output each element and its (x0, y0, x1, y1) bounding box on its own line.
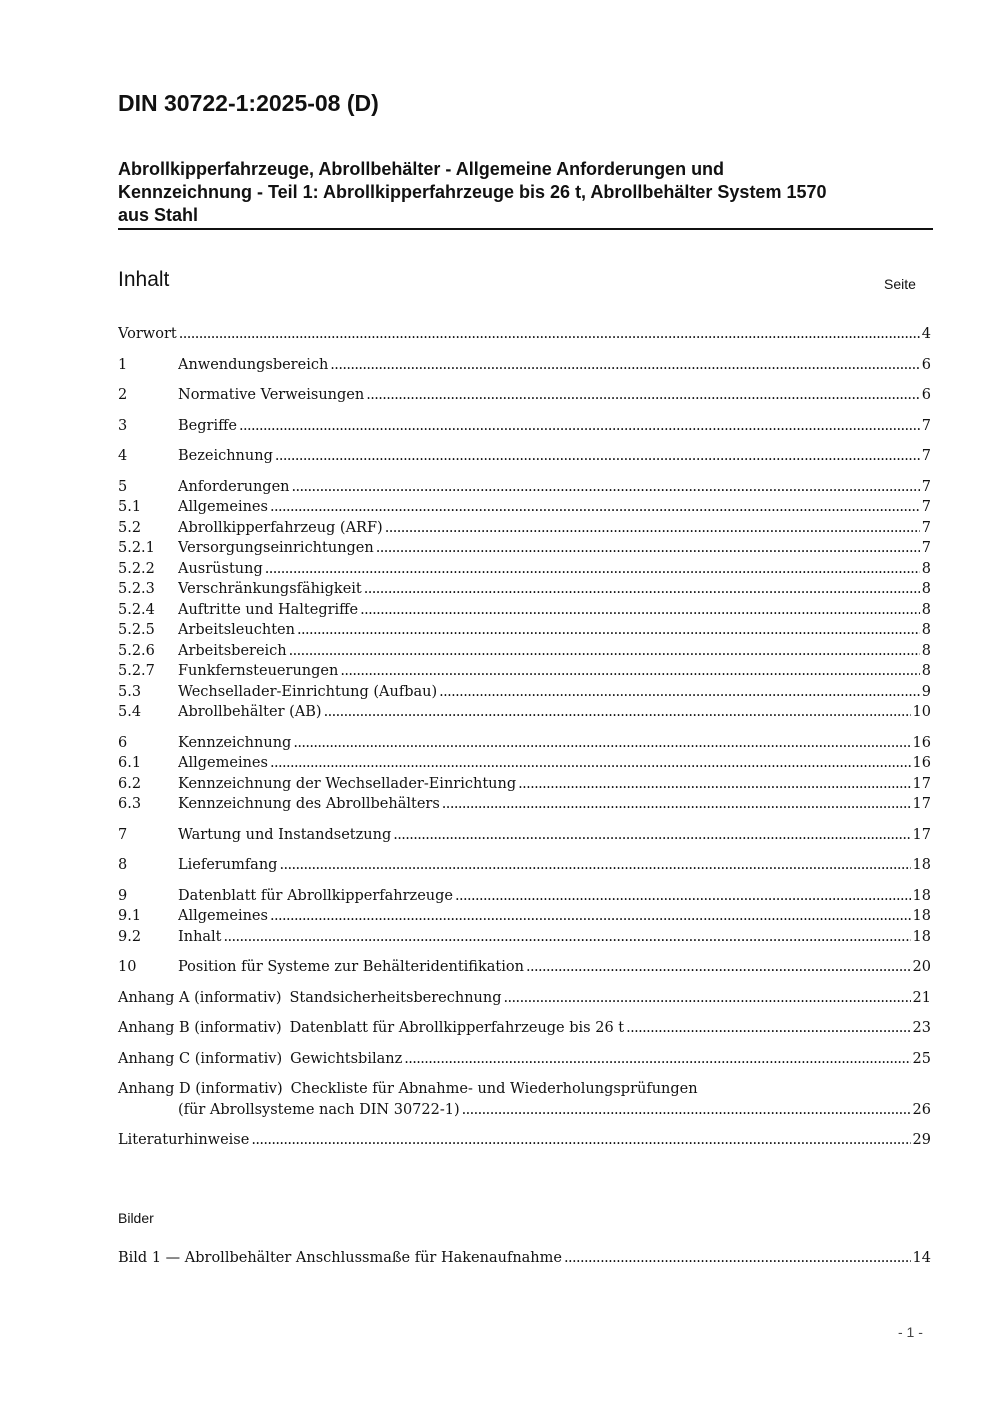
toc-group (118, 355, 931, 376)
toc-entry-number: 5.2.7 (118, 663, 155, 679)
toc-entry-page: 8 (921, 663, 931, 679)
toc-entry[interactable] (118, 794, 931, 815)
toc-entry-number: 5.2.2 (118, 560, 155, 577)
toc-entry-number: 5.2 (118, 519, 142, 536)
toc-entry-leader (178, 355, 920, 376)
toc-entry-number: 5.4 (118, 704, 142, 720)
dot-leader (376, 538, 920, 559)
toc-entry-title: Allgemeines (178, 908, 268, 924)
toc-entry-page: 9 (921, 683, 931, 700)
dot-leader (462, 1100, 911, 1121)
toc-entry-number: 1 (118, 356, 128, 373)
dot-leader (324, 702, 911, 723)
toc-entry-page: 17 (912, 775, 931, 792)
toc-entry-page: 18 (912, 887, 931, 904)
toc-entry-title: Arbeitsleuchten (178, 622, 295, 638)
toc-entry[interactable] (118, 1049, 931, 1070)
toc-entry-leader (178, 702, 911, 723)
toc-entry-number: 5.1 (118, 499, 142, 515)
toc-entry-page: 7 (921, 540, 931, 556)
toc-entry-title: Allgemeines (178, 499, 268, 515)
toc-group-annex (118, 1018, 931, 1039)
toc-entry[interactable] (118, 600, 931, 621)
annex-prefix: Anhang C (informativ) (118, 1050, 283, 1067)
toc-entry-title: Standsicherheitsberechnung (289, 989, 502, 1006)
toc-entry[interactable] (118, 886, 931, 907)
toc-entry-leader (178, 774, 911, 795)
toc-entry-title: Checkliste für Abnahme- und Wiederholungsprüfungen (290, 1081, 698, 1097)
figures-heading: Bilder (118, 1210, 154, 1226)
toc-entry[interactable] (118, 416, 931, 437)
toc-entry-leader (178, 416, 920, 437)
toc-entry-number: 10 (118, 959, 137, 975)
toc-entry-number: 5.2.1 (118, 540, 155, 556)
toc-entry-number: 9 (118, 887, 128, 904)
toc-entry-title: Verschränkungsfähigkeit (178, 581, 362, 597)
toc-entry-title: Arbeitsbereich (178, 642, 287, 659)
toc-entry-leader (178, 682, 920, 703)
toc-entry-page: 20 (912, 959, 931, 975)
toc-entry[interactable] (118, 906, 931, 927)
dot-leader (564, 1248, 911, 1269)
toc-group-annex (118, 1049, 931, 1070)
toc-entry-title: Lieferumfang (178, 857, 278, 873)
toc-entry[interactable] (118, 477, 931, 498)
toc-entry[interactable] (118, 497, 931, 518)
dot-leader (504, 988, 911, 1009)
toc-entry-number: 7 (118, 826, 128, 843)
toc-entry[interactable] (118, 1248, 931, 1269)
toc-entry-leader (178, 1100, 911, 1121)
toc-entry-title: Bezeichnung (178, 448, 273, 464)
toc-entry-page: 25 (912, 1050, 931, 1067)
toc-entry-title: Position für Systeme zur Behälteridentifikation (178, 959, 524, 975)
toc-group (118, 446, 931, 467)
toc-entry-leader (118, 1130, 911, 1151)
toc-entry-title: Allgemeines (178, 755, 268, 771)
toc-entry-leader (178, 641, 920, 662)
dot-leader (179, 324, 920, 345)
toc-entry-number: 8 (118, 857, 128, 873)
toc-group (118, 416, 931, 437)
toc-entry-leader (178, 559, 920, 580)
toc-entry-leader (290, 1018, 911, 1039)
toc-entry[interactable] (118, 538, 931, 559)
toc-entry[interactable] (118, 733, 931, 754)
toc-entry[interactable] (118, 385, 931, 406)
toc-entry[interactable] (118, 661, 931, 682)
toc-entry[interactable] (118, 1130, 931, 1151)
toc-entry-page: 29 (912, 1132, 931, 1148)
toc-entry-number: 6 (118, 734, 128, 751)
toc-entry-page: 8 (921, 601, 931, 618)
toc-entry[interactable] (118, 927, 931, 948)
toc-entry[interactable] (118, 1100, 931, 1121)
toc-entry-leader (178, 957, 911, 978)
toc-entry-page: 18 (912, 908, 931, 924)
toc-group (118, 733, 931, 815)
toc-entry-title: Normative Verweisungen (178, 387, 365, 403)
toc-entry-title: Kennzeichnung des Abrollbehälters (178, 796, 440, 812)
toc-entry-leader (178, 794, 911, 815)
toc-group (118, 886, 931, 948)
toc-entry[interactable] (118, 518, 931, 539)
toc-entry-leader (178, 538, 920, 559)
toc-entry-title: Wartung und Instandsetzung (178, 826, 392, 843)
dot-leader (275, 446, 920, 467)
toc-entry-page: 18 (912, 928, 931, 945)
toc-entry[interactable] (118, 1018, 931, 1039)
toc-group-annex (118, 988, 931, 1009)
toc-entry-number: 6.1 (118, 755, 142, 771)
toc-entry[interactable] (118, 774, 931, 795)
toc-entry-number: 3 (118, 417, 128, 434)
toc-entry-page: 8 (921, 642, 931, 659)
toc-entry-title: Kennzeichnung (178, 734, 292, 751)
toc-entry-leader (178, 733, 911, 754)
toc-entry-page: 14 (912, 1250, 931, 1266)
toc-entry-title: Abrollbehälter (AB) (178, 704, 322, 720)
toc-entry-leader (178, 620, 920, 641)
toc-group (118, 825, 931, 846)
toc-entry-page: 7 (921, 448, 931, 464)
toc-entry[interactable] (118, 579, 931, 600)
dot-leader (439, 682, 920, 703)
toc-entry-page: 8 (921, 581, 931, 597)
toc-entry-leader (178, 855, 911, 876)
toc-entry-title: Anwendungsbereich (178, 356, 329, 373)
dot-leader (518, 774, 910, 795)
toc-entry-leader (178, 385, 920, 406)
toc-entry[interactable] (118, 641, 931, 662)
toc-entry-leader (178, 477, 920, 498)
toc-entry[interactable] (118, 753, 931, 774)
toc-entry-number: 5.2.6 (118, 642, 155, 659)
toc-entry-number: 5.3 (118, 683, 142, 700)
toc-entry-page: 16 (912, 734, 931, 751)
toc-entry-page: 17 (912, 826, 931, 843)
toc-entry-number: 5 (118, 478, 128, 495)
dot-leader (270, 753, 911, 774)
toc-entry-page: 23 (912, 1020, 931, 1036)
dot-leader (224, 927, 911, 948)
dot-leader (364, 579, 920, 600)
toc-entry[interactable] (118, 825, 931, 846)
dot-leader (526, 957, 911, 978)
toc-entry[interactable] (118, 620, 931, 641)
toc-entry-number: 5.2.5 (118, 622, 155, 638)
title-divider (118, 228, 933, 230)
toc-entry-title: Versorgungseinrichtungen (178, 540, 374, 556)
toc-entry-page: 4 (921, 326, 931, 342)
annex-prefix: Anhang B (informativ) (118, 1020, 282, 1036)
table-of-contents (118, 324, 931, 1161)
toc-entry[interactable] (118, 324, 931, 345)
toc-entry-number: 5.2.4 (118, 601, 155, 618)
toc-entry-leader (178, 927, 911, 948)
toc-entry-title: Kennzeichnung der Wechsellader-Einrichtung (178, 775, 517, 792)
toc-entry[interactable] (118, 559, 931, 580)
dot-leader (330, 355, 919, 376)
toc-entry-title: Funkfernsteuerungen (178, 663, 339, 679)
toc-entry-leader (290, 1049, 910, 1070)
dot-leader (385, 518, 920, 539)
toc-group (118, 1130, 931, 1151)
dot-leader (270, 497, 920, 518)
toc-entry-title: Ausrüstung (178, 560, 263, 577)
toc-group (118, 385, 931, 406)
dot-leader (279, 855, 910, 876)
toc-entry-title: Begriffe (178, 417, 237, 434)
toc-entry-title: Inhalt (178, 928, 222, 945)
dot-leader (239, 416, 920, 437)
title-line: aus Stahl (118, 205, 199, 225)
toc-heading: Inhalt (118, 268, 170, 291)
toc-entry-page: 7 (921, 417, 931, 434)
document-title (118, 158, 918, 227)
toc-entry-leader (178, 518, 920, 539)
toc-entry-title: Gewichtsbilanz (290, 1050, 403, 1067)
toc-entry[interactable] (118, 702, 931, 723)
dot-leader (442, 794, 911, 815)
toc-entry-page: 18 (912, 857, 931, 873)
toc-entry-page: 10 (912, 704, 931, 720)
dot-leader (366, 385, 920, 406)
dot-leader (360, 600, 920, 621)
toc-entry-title: Datenblatt für Abrollkipperfahrzeuge bis 26 t (289, 1020, 625, 1036)
toc-entry[interactable] (118, 855, 931, 876)
toc-entry-page: 8 (921, 560, 931, 577)
list-of-figures (118, 1248, 931, 1269)
toc-entry-leader (178, 579, 920, 600)
dot-leader (265, 559, 920, 580)
title-line: Abrollkipperfahrzeuge, Abrollbehälter - Allgemeine Anforderungen und (118, 159, 725, 179)
toc-entry[interactable] (118, 957, 931, 978)
toc-group (118, 324, 931, 345)
document-id: DIN 30722-1:2025-08 (D) (118, 90, 379, 116)
toc-entry-leader (178, 497, 920, 518)
toc-entry-number: 2 (118, 387, 128, 403)
toc-entry-page: 7 (921, 478, 931, 495)
toc-entry-page: 17 (912, 796, 931, 812)
toc-entry-leader (178, 906, 911, 927)
toc-entry-title: Bild 1 — Abrollbehälter Anschlussmaße für Hakenaufnahme (118, 1250, 562, 1266)
toc-entry-title: Anforderungen (178, 478, 290, 495)
toc-entry-leader (289, 988, 910, 1009)
toc-entry-title: Abrollkipperfahrzeug (ARF) (178, 519, 383, 536)
dot-leader (251, 1130, 910, 1151)
toc-group (118, 855, 931, 876)
toc-entry-page: 6 (921, 387, 931, 403)
toc-entry-number: 5.2.3 (118, 581, 155, 597)
toc-group (118, 957, 931, 978)
dot-leader (393, 825, 910, 846)
page-number: - 1 - (898, 1324, 923, 1340)
dot-leader (289, 641, 920, 662)
toc-entry-title: Literaturhinweise (118, 1132, 250, 1148)
toc-entry-leader (178, 825, 911, 846)
toc-entry-page: 6 (921, 356, 931, 373)
toc-entry-leader (178, 600, 920, 621)
toc-entry-page: 16 (912, 755, 931, 771)
toc-entry-leader (178, 446, 920, 467)
toc-entry-page: 26 (912, 1101, 931, 1118)
toc-entry-number: 9.1 (118, 908, 142, 924)
toc-entry[interactable] (118, 1079, 931, 1100)
toc-entry[interactable] (118, 988, 931, 1009)
dot-leader (292, 477, 920, 498)
toc-entry-number: 4 (118, 448, 128, 464)
dot-leader (270, 906, 911, 927)
toc-entry-leader (118, 1248, 911, 1269)
dot-leader (455, 886, 911, 907)
toc-entry-number: 6.2 (118, 775, 142, 792)
toc-entry-page: 7 (921, 499, 931, 515)
dot-leader (297, 620, 920, 641)
toc-entry-title: Auftritte und Haltegriffe (178, 601, 359, 618)
title-line: Kennzeichnung - Teil 1: Abrollkipperfahrzeuge bis 26 t, Abrollbehälter System 1570 (118, 182, 827, 202)
toc-entry-number: 6.3 (118, 796, 142, 812)
annex-prefix: Anhang A (informativ) (118, 989, 282, 1006)
toc-entry-leader (178, 753, 911, 774)
page-column-label: Seite (884, 276, 916, 292)
toc-entry-page: 7 (921, 519, 931, 536)
toc-entry-number: 9.2 (118, 928, 142, 945)
toc-entry-title: Wechsellader-Einrichtung (Aufbau) (178, 683, 438, 700)
toc-entry-leader (118, 324, 920, 345)
toc-group (118, 477, 931, 723)
toc-entry[interactable] (118, 682, 931, 703)
dot-leader (293, 733, 910, 754)
dot-leader (340, 661, 919, 682)
toc-entry-page: 21 (912, 989, 931, 1006)
toc-entry-title: (für Abrollsysteme nach DIN 30722-1) (178, 1101, 460, 1118)
toc-entry-leader (178, 886, 911, 907)
toc-entry-title: Vorwort (118, 326, 177, 342)
toc-entry-title: Datenblatt für Abrollkipperfahrzeuge (178, 887, 453, 904)
toc-entry-page: 8 (921, 622, 931, 638)
dot-leader (626, 1018, 910, 1039)
toc-group-annex (118, 1079, 931, 1120)
dot-leader (404, 1049, 910, 1070)
toc-entry-leader (178, 661, 920, 682)
toc-entry[interactable] (118, 355, 931, 376)
annex-prefix: Anhang D (informativ) (118, 1081, 283, 1097)
toc-entry[interactable] (118, 446, 931, 467)
